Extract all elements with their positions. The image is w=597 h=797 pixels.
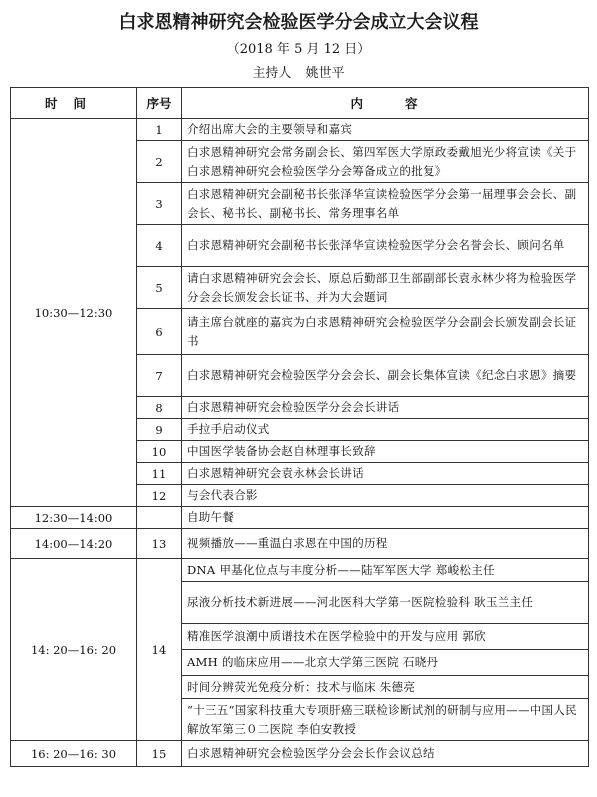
seq-cell: 3 <box>137 183 182 225</box>
page-title: 白求恩精神研究会检验医学分会成立大会议程 <box>118 12 479 33</box>
content-cell: 白求恩精神研究会检验医学分会会长作会议总结 <box>182 741 589 767</box>
content-cell: 尿液分析技术新进展——河北医科大学第一医院检验科 耿玉兰主任 <box>182 582 589 624</box>
seq-cell: 2 <box>137 141 182 183</box>
content-cell: 白求恩精神研究会检验医学分会会长讲话 <box>182 397 589 419</box>
content-cell: 请白求恩精神研究会会长、原总后勤部卫生部副部长袁永林少将为检验医学分会会长颁发会长证书、并为大会题词 <box>182 267 589 309</box>
seq-cell: 4 <box>137 225 182 267</box>
host-line <box>0 62 597 81</box>
seq-cell: 10 <box>137 441 182 463</box>
time-cell: 14: 20—16: 20 <box>11 559 137 741</box>
seq-cell: 9 <box>137 419 182 441</box>
header-row <box>11 88 589 119</box>
seq-cell: 6 <box>137 309 182 355</box>
content-cell: 请主席台就座的嘉宾为白求恩精神研究会检验医学分会副会长颁发副会长证书 <box>182 309 589 355</box>
table-row <box>11 741 589 767</box>
content-cell: “十三五”国家科技重大专项肝癌三联检诊断试剂的研制与应用——中国人民解放军第三０二医院 李伯安教授 <box>182 699 589 741</box>
content-cell: DNA 甲基化位点与丰度分析——陆军军医大学 郑峻松主任 <box>182 559 589 582</box>
content-cell: 自助午餐 <box>182 507 589 529</box>
header-time: 时间 <box>11 88 137 119</box>
content-cell: 与会代表合影 <box>182 485 589 507</box>
time-cell: 12:30—14:00 <box>11 507 137 529</box>
content-cell: 视频播放——重温白求恩在中国的历程 <box>182 529 589 559</box>
agenda-table <box>10 87 589 767</box>
table-row <box>11 507 589 529</box>
agenda-date: （2018 年 5 月 12 日） <box>226 42 371 57</box>
seq-cell: 1 <box>137 119 182 141</box>
content-cell: 白求恩精神研究会副秘书长张泽华宣读检验医学分会第一届理事会会长、副会长、秘书长、副秘书长、常务理事名单 <box>182 183 589 225</box>
content-cell: 中国医学装备协会赵自林理事长致辞 <box>182 441 589 463</box>
host-label: 主持人 <box>252 66 292 81</box>
seq-cell: 12 <box>137 485 182 507</box>
seq-cell: 5 <box>137 267 182 309</box>
seq-cell: 15 <box>137 741 182 767</box>
seq-cell: 14 <box>137 559 182 741</box>
table-row <box>11 559 589 582</box>
seq-cell: 7 <box>137 355 182 397</box>
content-cell: 白求恩精神研究会袁永林会长讲话 <box>182 463 589 485</box>
seq-cell: 13 <box>137 529 182 559</box>
content-cell: 时间分辨荧光免疫分析：技术与临床 朱德亮 <box>182 676 589 699</box>
time-cell: 10:30—12:30 <box>11 119 137 507</box>
content-cell: 介绍出席大会的主要领导和嘉宾 <box>182 119 589 141</box>
table-row <box>11 119 589 141</box>
content-cell: 白求恩精神研究会常务副会长、第四军医大学原政委戴旭光少将宣读《关于白求恩精神研究会检验医学分会筹备成立的批复》 <box>182 141 589 183</box>
header-content: 内容 <box>182 88 589 119</box>
seq-cell <box>137 507 182 529</box>
seq-cell: 11 <box>137 463 182 485</box>
table-row <box>11 529 589 559</box>
time-cell: 16: 20—16: 30 <box>11 741 137 767</box>
header-no: 序号 <box>137 88 182 119</box>
seq-cell: 8 <box>137 397 182 419</box>
content-cell: 白求恩精神研究会检验医学分会会长、副会长集体宣读《纪念白求恩》摘要 <box>182 355 589 397</box>
content-cell: 手拉手启动仪式 <box>182 419 589 441</box>
content-cell: 精准医学浪潮中质谱技术在医学检验中的开发与应用 郭欣 <box>182 624 589 650</box>
content-cell: AMH 的临床应用——北京大学第三医院 石晓丹 <box>182 650 589 676</box>
content-cell: 白求恩精神研究会副秘书长张泽华宣读检验医学分会名誉会长、顾问名单 <box>182 225 589 267</box>
time-cell: 14:00—14:20 <box>11 529 137 559</box>
host-name: 姚世平 <box>305 66 345 81</box>
